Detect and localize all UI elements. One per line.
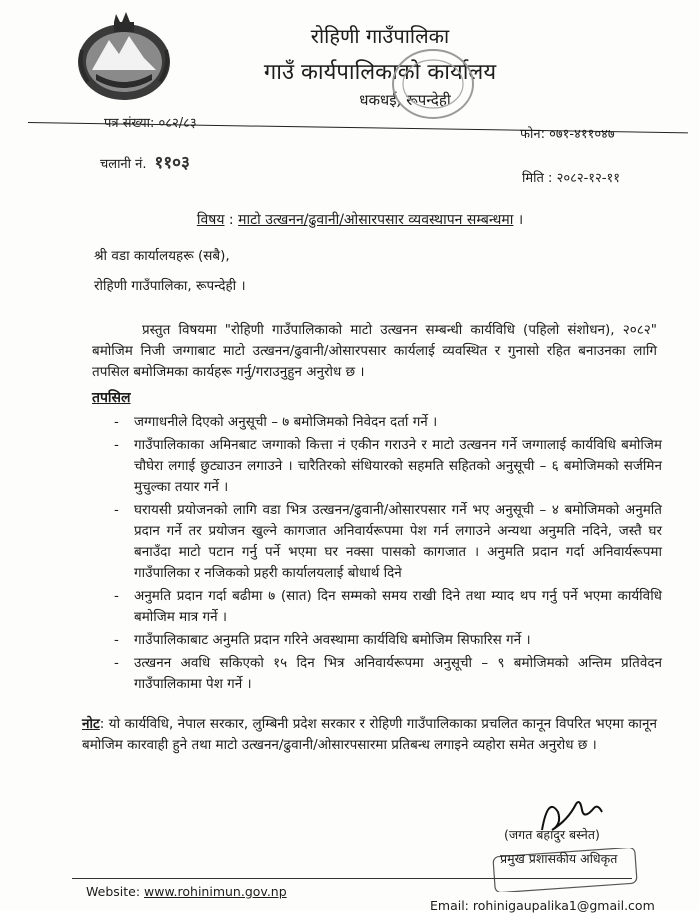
list-bullet: -	[114, 437, 119, 453]
subject-line: विषय : माटो उत्खनन/ढुवानी/ओसारपसार व्यवस्थापन सम्बन्धमा ।	[196, 212, 524, 228]
office-stamp-icon	[388, 44, 478, 124]
list-bullet: -	[114, 655, 119, 671]
dispatch-value: ११०३	[154, 153, 190, 173]
dispatch-number	[100, 150, 190, 173]
list-item: - गाउँपालिकाबाट अनुमति प्रदान गरिने अवस्थामा कार्यविधि बमोजिम सिफारिस गर्ने ।	[112, 630, 662, 651]
dispatch-label: चलानी नं.	[100, 157, 147, 172]
recipient-line-2: रोहिणी गाउँपालिका, रूपन्देही ।	[94, 278, 246, 294]
signatory-name: (जगत बहादुर बस्नेत)	[504, 827, 600, 842]
list-item: - अनुमति प्रदान गर्दा बढीमा ७ (सात) दिन सम्मको समय राखी दिने तथा म्याद थप गर्नु पर्ने भएमा कार्यविधि बमोजिम मात्र गर्ने ।	[114, 588, 662, 625]
list-bullet: -	[114, 588, 119, 604]
letter-date: मिति : २०८२-१२-११	[522, 171, 621, 186]
office-address: धकधई, रूपन्देही	[359, 91, 451, 109]
intro-paragraph: प्रस्तुत विषयमा "रोहिणी गाउँपालिकाको माटो उत्खनन सम्बन्धी कार्यविधि (पहिलो संशोधन), २०८२" बमोजिम निजी जग्गाबाट माटो उत्खनन/ढुवानी/ओसारपसार कार्यलाई व्यवस्थित र गुनासो रहित बनाउनका लागि तपसिल बमोजिमका कार्यहरू गर्नु/गराउनुहुन अनुरोध छ ।	[92, 322, 657, 380]
list-item: - जग्गाधनीले दिएको अनुसूची – ७ बमोजिमको निवेदन दर्ता गर्ने ।	[112, 412, 662, 433]
list-bullet: -	[114, 502, 119, 518]
note-paragraph	[82, 714, 657, 756]
footer-divider	[72, 878, 632, 879]
subject-text: माटो उत्खनन/ढुवानी/ओसारपसार व्यवस्थापन सम्बन्धमा	[238, 212, 514, 228]
list-bullet: -	[114, 414, 119, 430]
municipality-name: रोहिणी गाउँपालिका	[310, 24, 450, 48]
instruction-list	[112, 412, 662, 697]
recipient-line-1: श्री वडा कार्यालयहरू (सबै),	[94, 248, 230, 264]
signatory-title: प्रमुख प्रशासकीय अधिकृत	[500, 851, 618, 866]
list-bullet: -	[114, 632, 119, 648]
email-address[interactable]: Email: rohinigaupalika1@gmail.com	[430, 898, 655, 913]
website	[86, 884, 287, 899]
reference-number: पत्र संख्या: ०८२/८३	[104, 116, 197, 131]
note-label: नोट	[82, 716, 100, 732]
note-text: : यो कार्यविधि, नेपाल सरकार, लुम्बिनी प्रदेश सरकार र रोहिणी गाउँपालिकाका प्रचलित कानून विपरित भएमा कानून बमोजिम कारवाही हुने तथा माटो उत्खनन/ढुवानी/ओसारपसारमा प्रतिबन्ध लगाइने व्यहोरा समेत अनुरोध छ ।	[82, 716, 657, 753]
website-label: Website:	[86, 884, 141, 899]
website-link[interactable]: www.rohinimun.gov.np	[144, 884, 287, 899]
nepal-emblem-icon	[74, 10, 174, 102]
phone-number: फोन: ०७१-४११०४७	[520, 127, 615, 142]
office-name: गाउँ कार्यपालिकाको कार्यालय	[263, 60, 497, 85]
list-item: - घरायसी प्रयोजनको लागि वडा भित्र उत्खनन/ढुवानी/ओसारपसार गर्ने भए अनुसूची – ४ बमोजिमको अनुमति प्रदान गर्ने तर प्रयोजन खुल्ने कागजात अनिवार्यरूपमा पेश गर्न लगाउने अन्यथा अनुमति नदिने, जस्तै घर बनाउँदा माटो पटान गर्नु पर्ने भएमा घर नक्सा पासको कागजात । अनुमति प्रदान गर्दा अनिवार्यरूपमा गाउँपालिका र नजिकको प्रहरी कार्यालयलाई बोधार्थ दिने	[114, 502, 662, 581]
details-heading: तपसिल	[92, 390, 131, 406]
list-item: - गाउँपालिकाका अमिनबाट जग्गाको कित्ता नं एकीन गराउने र माटो उत्खनन गर्ने जग्गालाई कार्यविधि बमोजिम चौघेरा लगाई छुट्याउन लगाउने । चारैतिरको संधियारको सहमति सहितको अनुसूची – ६ बमोजिमको सर्जमिन मुचुल्का तयार गर्ने ।	[114, 437, 662, 495]
list-item: - उत्खनन अवधि सकिएको १५ दिन भित्र अनिवार्यरूपमा अनुसूची – ९ बमोजिमको अन्तिम प्रतिवेदन गाउँपालिकामा पेश गर्ने ।	[114, 655, 662, 692]
subject-label: विषय	[196, 212, 225, 228]
